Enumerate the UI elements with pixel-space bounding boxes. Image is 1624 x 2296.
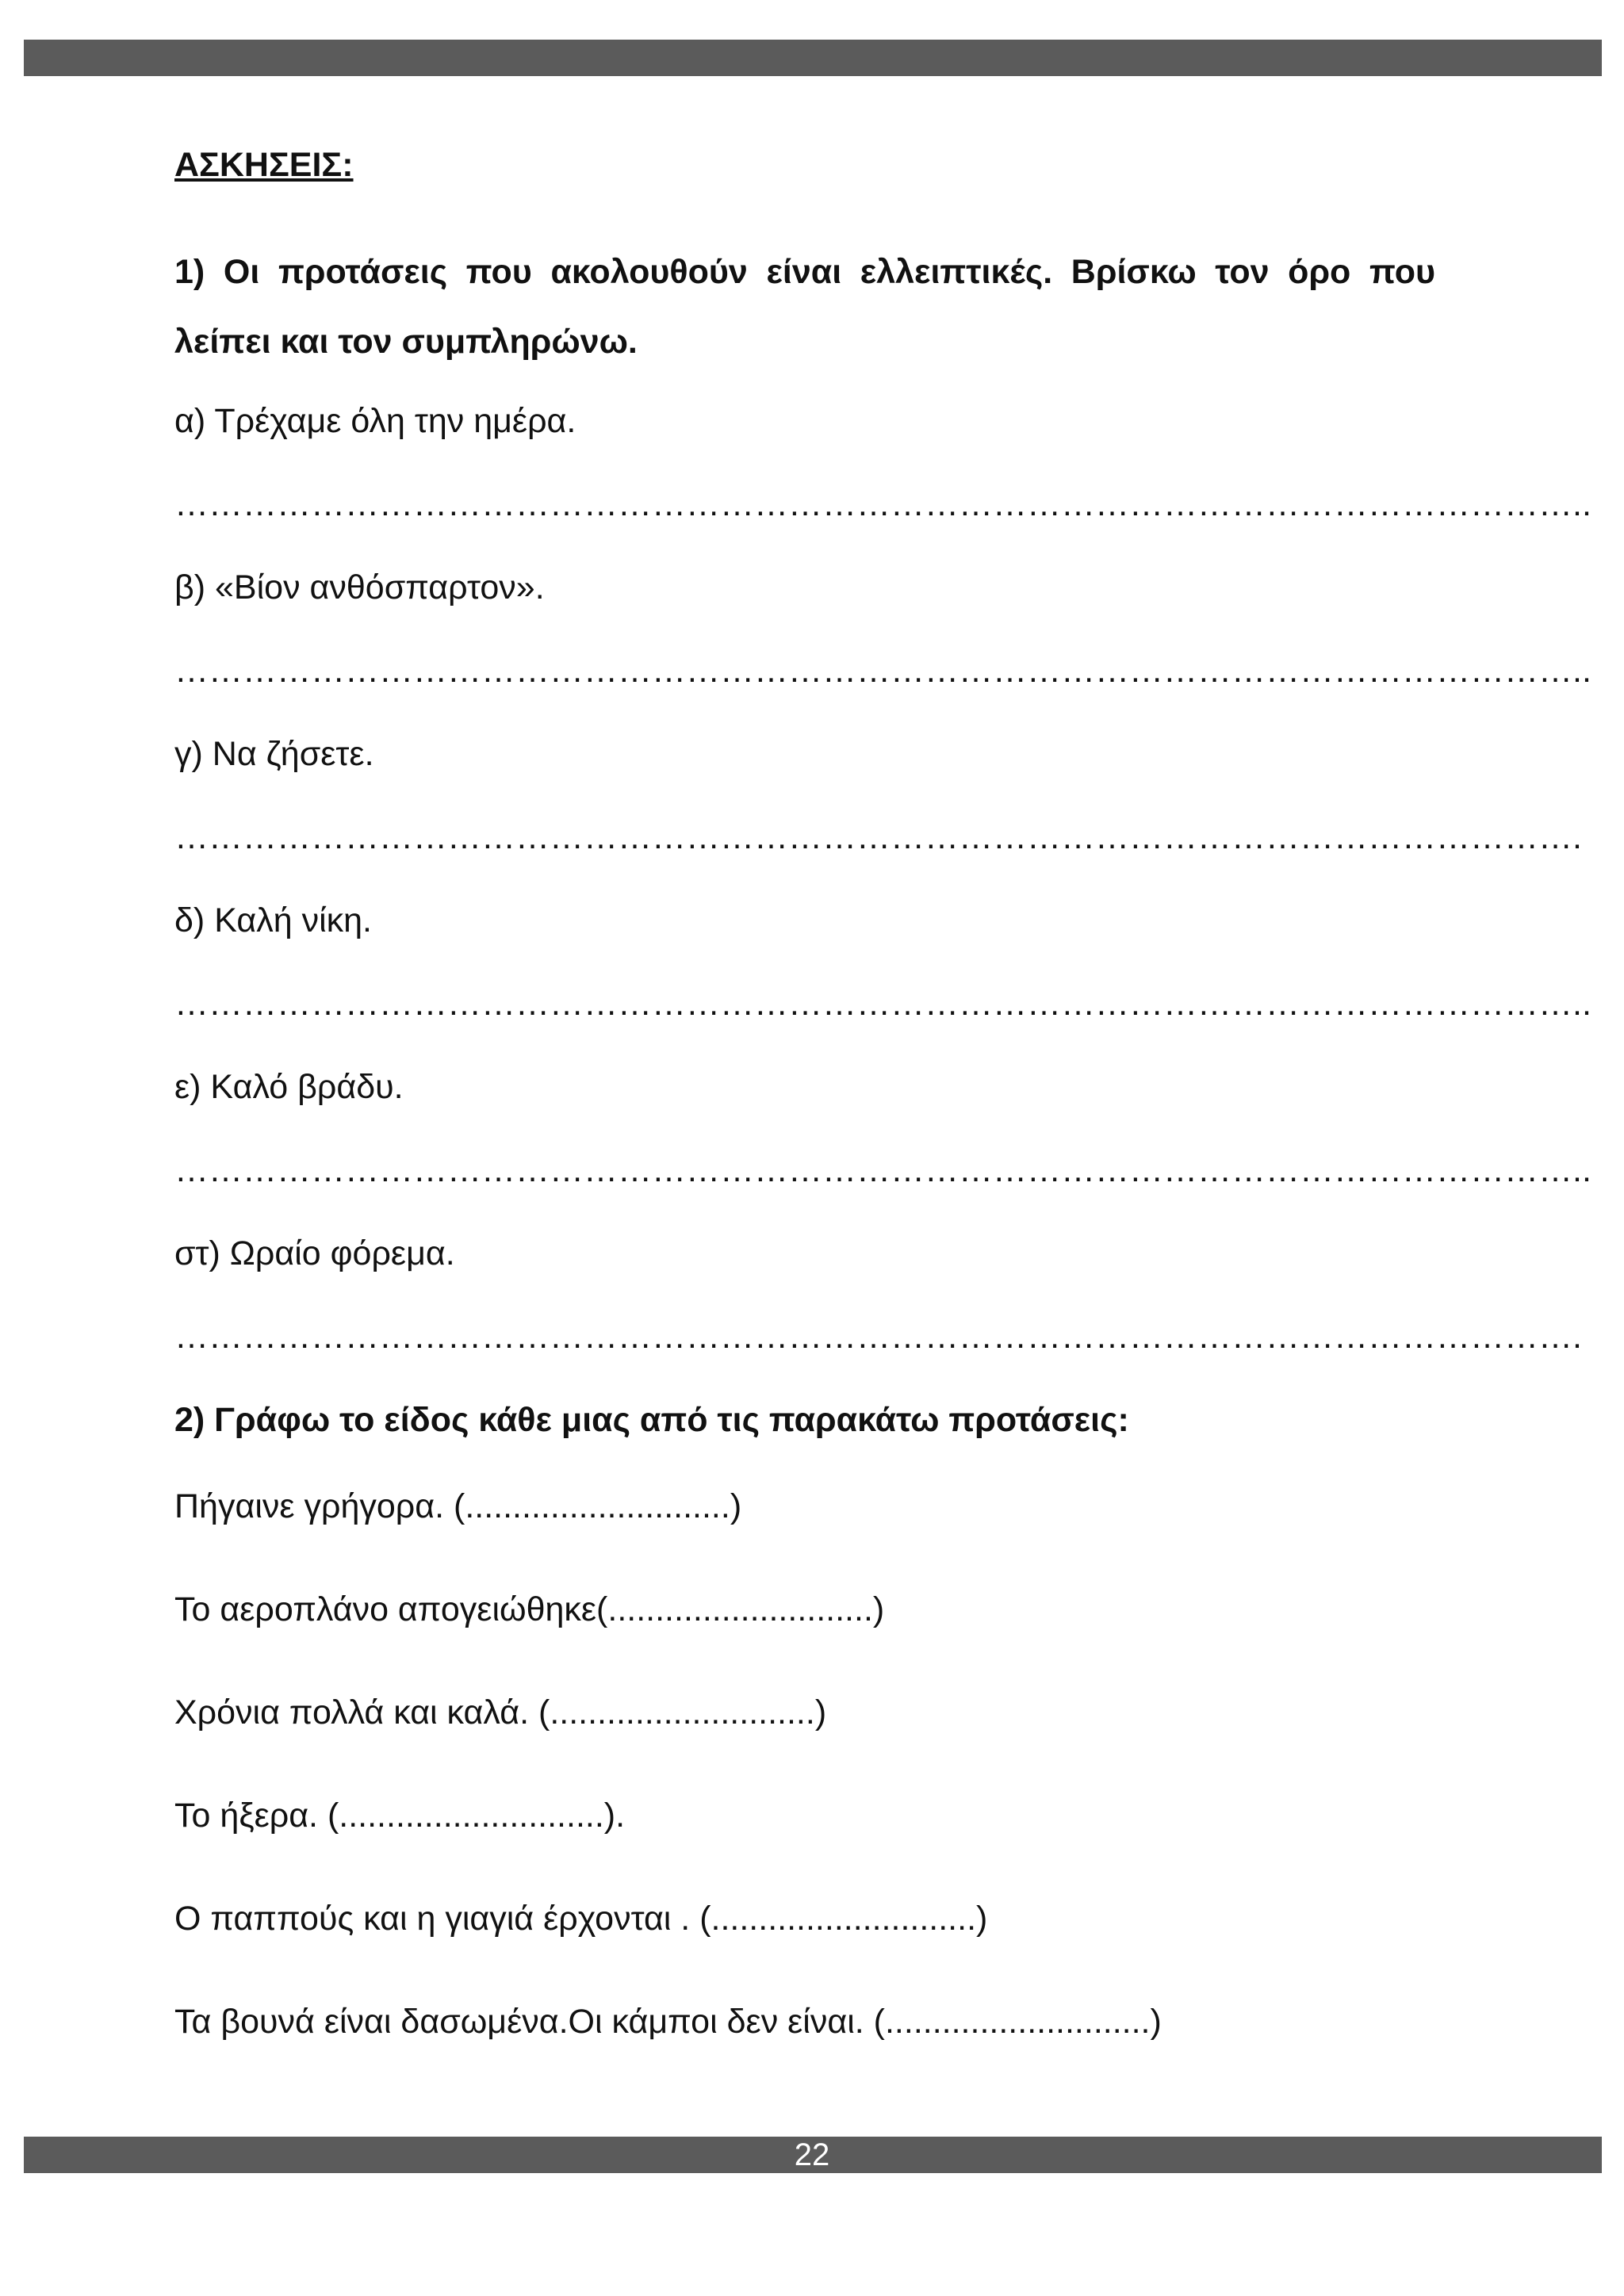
worksheet-content: [174, 143, 1591, 2103]
exercise-2-title: 2) Γράφω το είδος κάθε μιας από τις παρακάτω προτάσεις:: [174, 1401, 1129, 1439]
exercise-1-item: α) Τρέχαμε όλη την ημέρα.: [174, 402, 576, 440]
exercise-2-item: Χρόνια πολλά και καλά. (............................): [174, 1693, 827, 1732]
exercise-2-item: Τα βουνά είναι δασωμένα.Οι κάμποι δεν είναι. (............................): [174, 2003, 1162, 2041]
answer-line: ……………………………………………………………………………………………………………..: [174, 652, 1591, 690]
exercise-1: [174, 237, 1591, 1359]
exercise-1-item: γ) Να ζήσετε.: [174, 735, 374, 773]
answer-line: ……………………………………………………………………………………………………………..: [174, 485, 1591, 523]
exercise-1-title: 1) Οι προτάσεις που ακολουθούν είναι ελλειπτικές. Βρίσκω τον όρο που λείπει και τον συμπληρώνω.: [174, 253, 1435, 361]
exercise-1-item: ε) Καλό βράδυ.: [174, 1068, 404, 1106]
page-number: 22: [794, 2137, 830, 2172]
exercise-1-item: β) «Βίον ανθόσπαρτον».: [174, 568, 545, 607]
exercise-2-item: Πήγαινε γρήγορα. (............................): [174, 1487, 742, 1525]
exercise-2-item: Ο παππούς και η γιαγιά έρχονται . (............................): [174, 1900, 988, 1938]
page-heading: ΑΣΚΗΣΕΙΣ:: [174, 146, 354, 184]
exercise-1-item: δ) Καλή νίκη.: [174, 901, 372, 939]
answer-line: …………………………………………………………………………………………………………….: [174, 818, 1582, 856]
answer-line: ……………………………………………………………………………………………………………..: [174, 1151, 1591, 1189]
exercise-2-item: Το ήξερα. (............................).: [174, 1797, 626, 1835]
exercise-2-item: Το αεροπλάνο απογειώθηκε(............................): [174, 1590, 885, 1628]
exercise-2: [174, 1398, 1435, 2044]
answer-line: …………………………………………………………………………………………………………….: [174, 1318, 1582, 1356]
answer-line: ……………………………………………………………………………………………………………..: [174, 985, 1591, 1023]
exercise-1-item: στ) Ωραίο φόρεμα.: [174, 1234, 455, 1272]
header-bar: [24, 40, 1602, 76]
